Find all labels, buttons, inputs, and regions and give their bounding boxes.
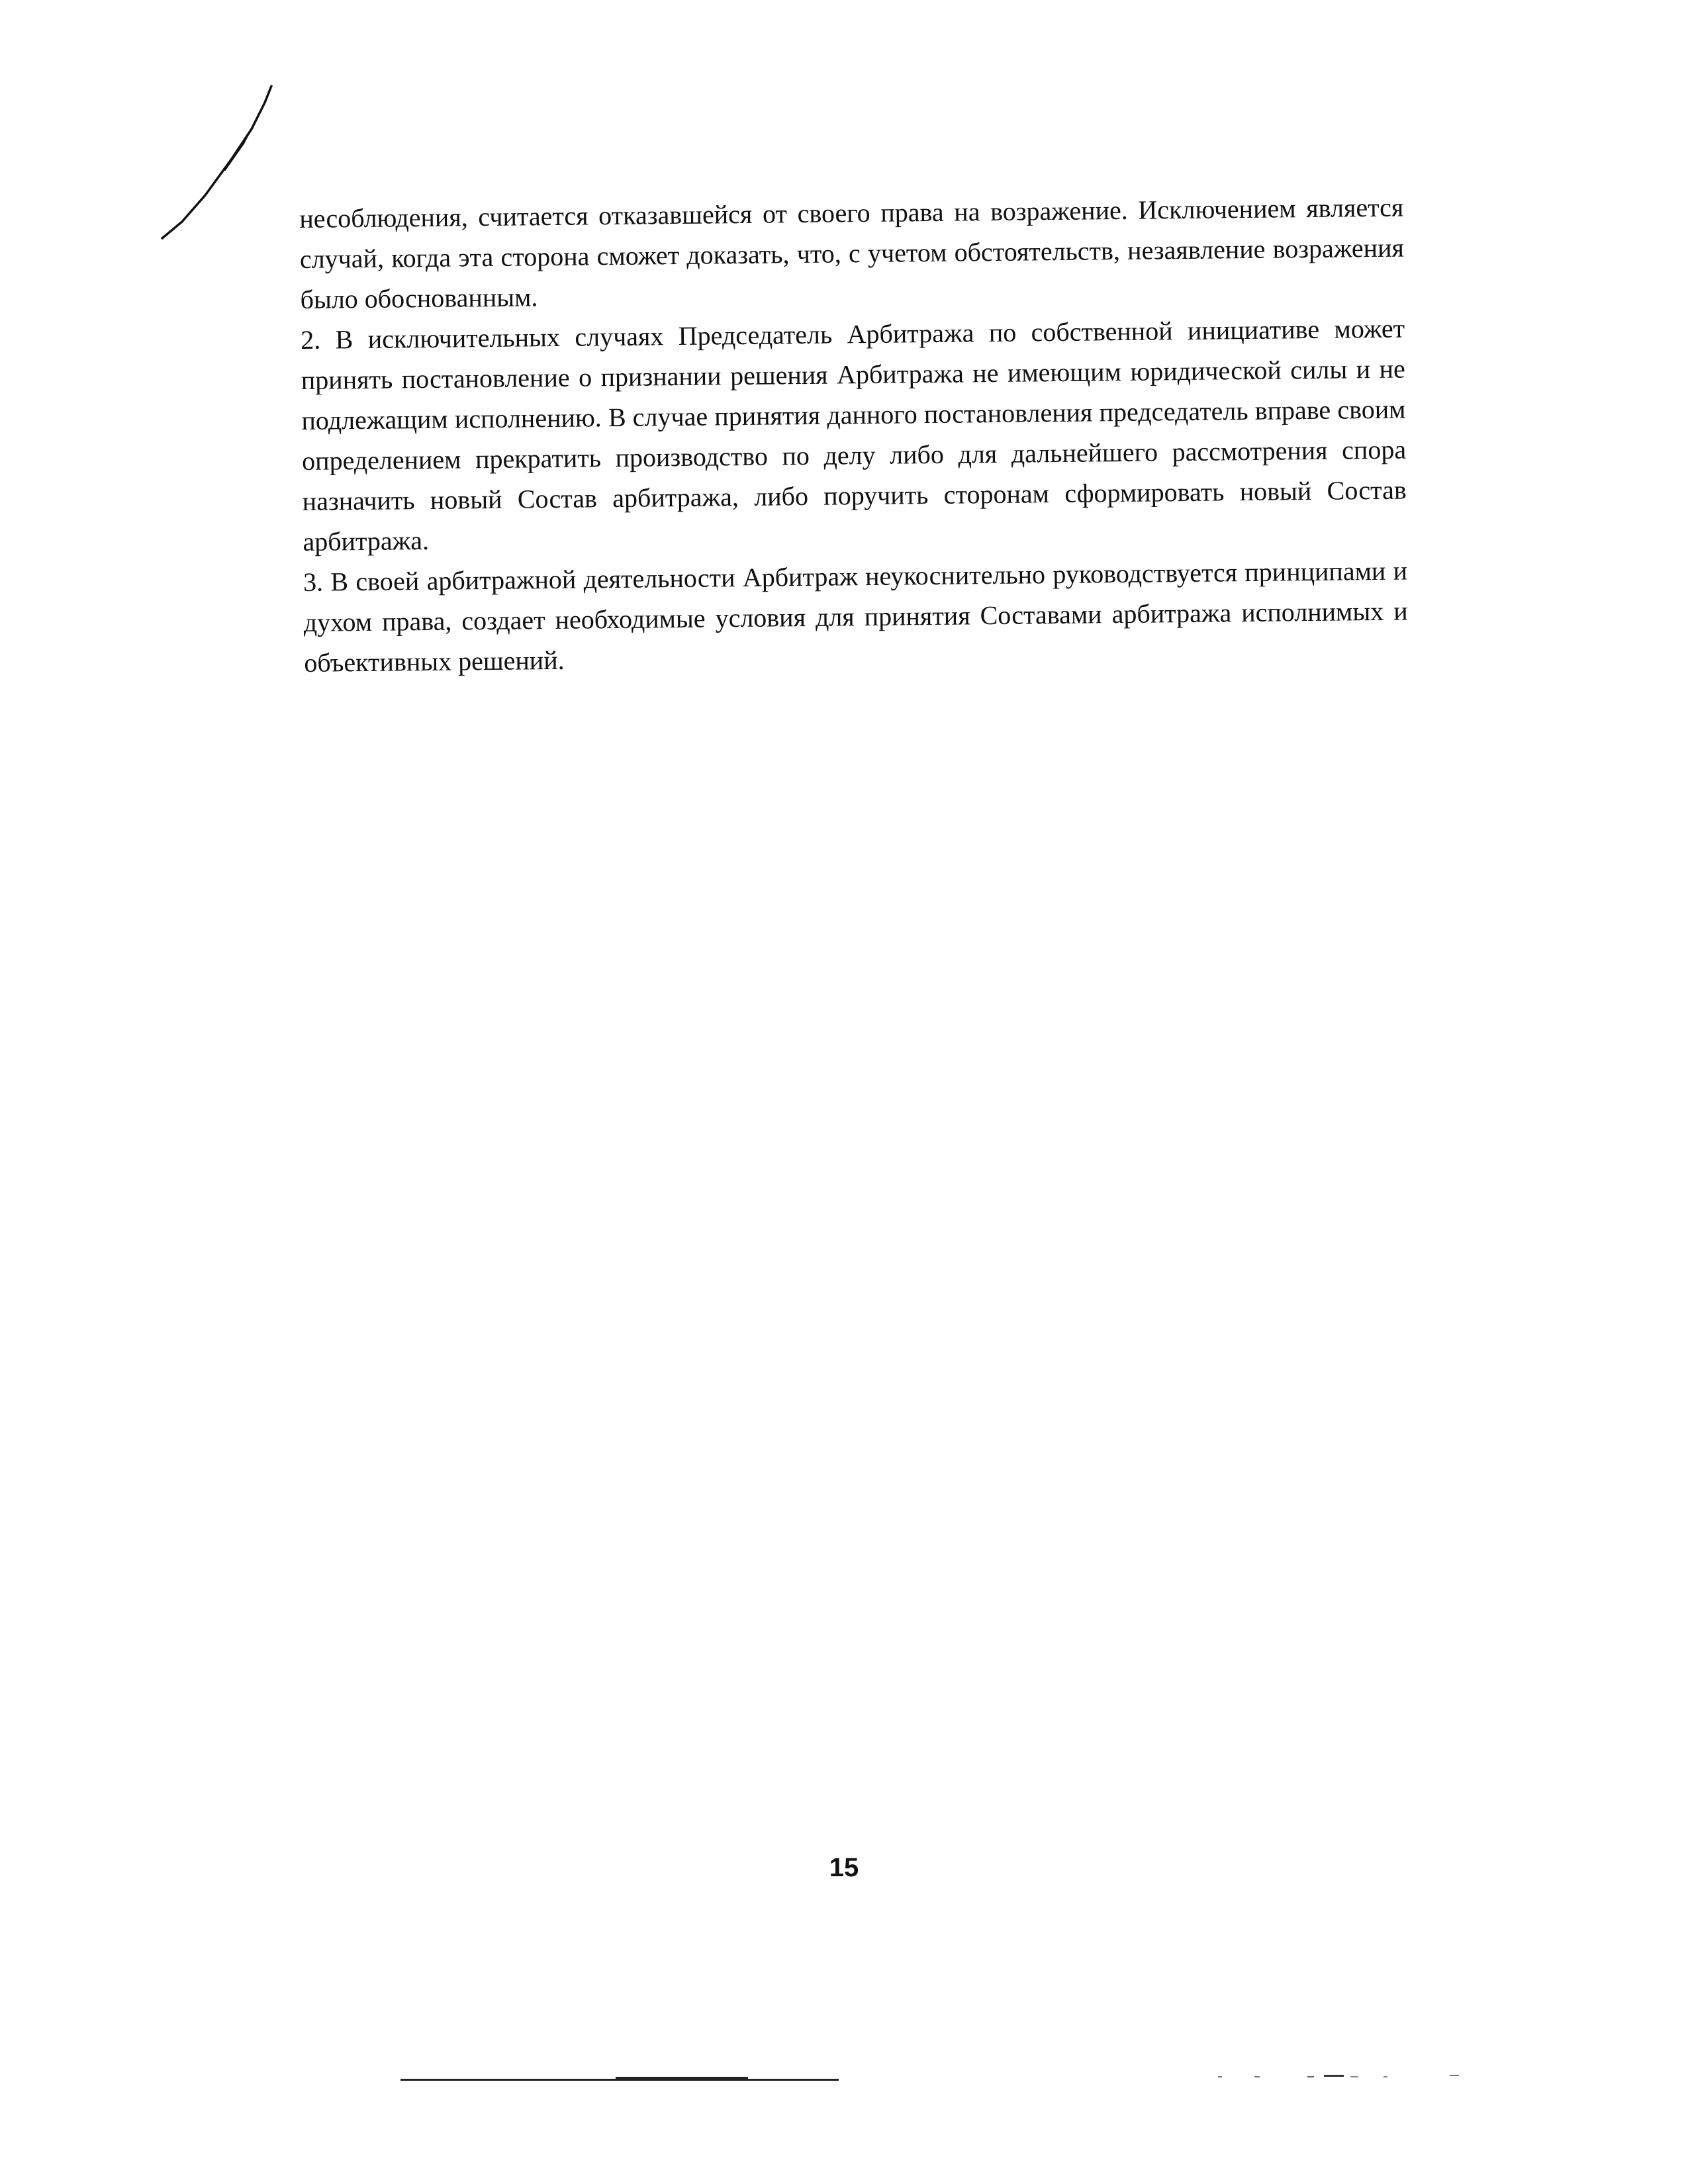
document-body [299, 187, 1409, 683]
scan-artifact-marks [1218, 2068, 1483, 2081]
footer-divider-accent [616, 2077, 748, 2079]
paragraph-continuation: несоблюдения, считается отказавшейся от своего права на возражение. Исключением является случай, когда эта сторона сможет доказать, что, с учетом обстоятельств, незаявление возражения было обоснованным. [299, 192, 1405, 314]
paragraph-3: 3. В своей арбитражной деятельности Арбитраж неукоснительно руководствуется принципами и духом права, создает необходимые условия для принятия Составами арбитража исполнимых и объективных решений. [303, 555, 1408, 678]
pen-stroke-mark [159, 83, 278, 242]
paragraph-2: 2. В исключительных случаях Председатель Арбитража по собственной инициативе может принять постановление о признании решения Арбитража не имеющим юридической силы и не подлежащим исполнению. В случае принятия данного постановления председатель вправе своим определением прекратить производство по делу либо для дальнейшего рассмотрения спора назначить новый Состав арбитража, либо поручить сторонам сформировать новый Состав арбитража. [301, 313, 1407, 557]
page-number: 15 [829, 1853, 859, 1882]
